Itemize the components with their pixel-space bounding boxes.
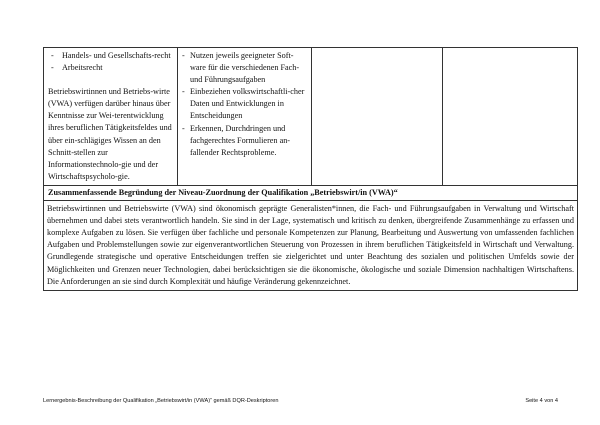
knowledge-paragraph: Betriebswirtinnen und Betriebs-wirte (VWA) verfügen darüber hinaus über Kenntnisse zur Wei-terentwicklung ihres beruflichen Tätigkeitsfeldes und über ein-schlägiges Wissen an den Schnitt-stellen zur Informationstechnolo-gie und der Wirtschaftspsycholo-gie. — [48, 87, 172, 181]
list-item: - Einbeziehen volkswirtschaftli-cher Daten und Entwicklungen in Entscheidungen — [182, 86, 307, 122]
empty-cell — [443, 48, 578, 186]
empty-cell — [312, 48, 443, 186]
summary-row — [44, 201, 578, 291]
qualification-table — [43, 47, 578, 291]
footer-title: Lernergebnis-Beschreibung der Qualifikation „Betriebswirt/in (VWA)“ gemäß DQR-Deskriptoren — [43, 398, 279, 404]
section-heading: Zusammenfassende Begründung der Niveau-Zuordnung der Qualifikation „Betriebswirt/in (VWA)“ — [44, 185, 578, 200]
list-item: - Erkennen, Durchdringen und fachgerechtes Formulieren an-fallender Rechtsprobleme. — [182, 123, 307, 159]
section-heading-row — [44, 185, 578, 200]
page-number: Seite 4 von 4 — [525, 398, 558, 404]
list-item: - Arbeitsrecht — [48, 62, 173, 74]
knowledge-cell — [44, 48, 178, 186]
list-item: - Handels- und Gesellschafts-recht — [48, 50, 173, 62]
summary-paragraph: Betriebswirtinnen und Betriebswirte (VWA) sind ökonomisch geprägte Generalisten*innen, die Fach- und Führungsaufgaben in Verwaltung und Wirtschaft übernehmen und dabei stets verantwortlich handeln. Sie sind in der Lage, systematisch und kritisch zu denken, übergreifende Zusammenhänge zu erfassen und komplexe Aufgaben zu lösen. Sie verfügen über fachliche und personale Kompetenzen zur Planung, Bearbeitung und Auswertung von umfassenden fachlichen Aufgaben und Problemstellungen sowie zur eigenverantwortlichen Steuerung von Prozessen in ihrem beruflichen Tätigkeitsfeld in Wirtschaft und Verwaltung. Grundlegende strategische und operative Entscheidungen treffen sie zielgerichtet und unter Beachtung des sozialen und politischen Umfelds sowie der Möglichkeiten und Grenzen neuer Technologien, dabei berücksichtigen sie die ökonomische, ökologische und soziale Dimension nachhaltigen Wirtschaftens. Die Anforderungen an sie sind durch Komplexität und häufige Veränderung gekennzeichnet. — [44, 201, 578, 291]
law-topics-list — [48, 50, 173, 74]
table-row — [44, 48, 578, 186]
skills-list — [182, 50, 307, 159]
list-item: - Nutzen jeweils geeigneter Soft-ware für die verschiedenen Fach- und Führungsaufgaben — [182, 50, 307, 86]
skills-cell — [178, 48, 312, 186]
